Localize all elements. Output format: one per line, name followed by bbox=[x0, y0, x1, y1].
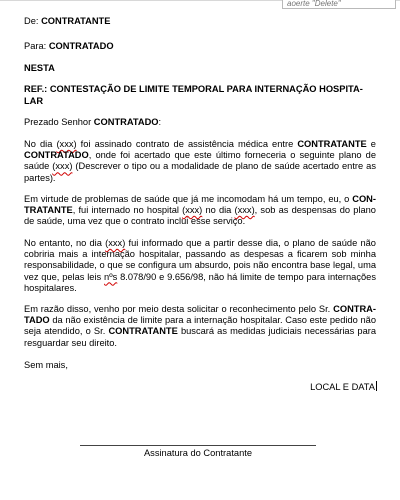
p3-text: 8.078/90 e 9.656/98, não há limite de tempo para internações hospitalares. bbox=[24, 271, 376, 293]
greeting-suffix: : bbox=[158, 117, 162, 127]
p2-text: Em virtude de problemas de saúde que já me incomodam há um tempo, eu, o bbox=[24, 194, 350, 204]
p1-party: CONTRATADO bbox=[24, 150, 89, 161]
p2-text: , fui internado no hospital bbox=[72, 205, 179, 216]
p2-party: CON-TRATANTE bbox=[24, 194, 376, 216]
p3-text: fui informado que a partir desse dia, o plano de saúde não cobriria mais a internação hospitalar, passando as despesas a ficarem sob minha responsabilidade, o que se configura um absurdo, pois não encontra base legal, uma vez que, pelas leis bbox=[24, 238, 376, 282]
paragraph-2 bbox=[24, 194, 376, 228]
p1-text: , onde foi acertado que este último forneceria o seguinte plano de saúde bbox=[24, 150, 376, 172]
closing: Sem mais, bbox=[24, 360, 68, 370]
p4-party: CONTRA-TADO bbox=[24, 304, 376, 326]
p4-party: CONTRATANTE bbox=[108, 326, 178, 337]
p4-text: buscará as medidas judiciais necessárias para resguardar seu direito. bbox=[24, 326, 376, 348]
recipient-label: Para: bbox=[24, 41, 47, 51]
p3-placeholder: nºs bbox=[104, 271, 118, 282]
p1-text: foi assinado contrato de assistência médica entre bbox=[80, 139, 294, 149]
p1-placeholder: (xxx) bbox=[56, 139, 77, 149]
place-and-date bbox=[280, 381, 377, 393]
p2-text: , sob as despensas do plano de saúde, uma vez que o contrato inclui esse serviço. bbox=[24, 205, 376, 227]
reference-label: REF.: bbox=[24, 84, 48, 94]
comment-balloon[interactable] bbox=[282, 0, 396, 9]
p1-party: CONTRATANTE bbox=[297, 139, 367, 149]
p2-placeholder: (xxx) bbox=[182, 205, 203, 216]
greeting-prefix: Prezado Senhor bbox=[24, 117, 92, 127]
p3-text: No entanto, no dia bbox=[24, 238, 102, 248]
paragraph-3 bbox=[24, 238, 376, 294]
greeting-name: CONTRATADO bbox=[93, 117, 159, 127]
text-cursor bbox=[376, 381, 377, 391]
reference-text-1: CONTESTAÇÃO DE LIMITE TEMPORAL PARA INTERNAÇÃO HOSPITA- bbox=[49, 84, 363, 94]
place-and-date-text: LOCAL E DATA bbox=[310, 382, 375, 392]
p1-text: (Descrever o tipo ou a modalidade de plano de saúde acertado entre as partes). bbox=[24, 161, 376, 183]
paragraph-1 bbox=[24, 139, 376, 184]
p2-text: no dia bbox=[205, 205, 232, 216]
nesta-line bbox=[24, 63, 55, 74]
greeting bbox=[24, 117, 161, 128]
p4-text: da não existência de limite para a internação hospitalar. Caso este pedido não seja atendido, o Sr. bbox=[24, 315, 376, 337]
signature-line bbox=[80, 445, 316, 446]
reference-text-2: LAR bbox=[24, 95, 44, 106]
nesta-label: NESTA bbox=[24, 63, 55, 73]
recipient-line bbox=[24, 41, 114, 52]
signature-label: Assinatura do Contratante bbox=[143, 448, 252, 458]
reference-heading bbox=[24, 84, 376, 107]
p3-placeholder: (xxx) bbox=[105, 238, 126, 248]
recipient-value: CONTRATADO bbox=[48, 41, 114, 51]
p4-text: Em razão disso, venho por meio desta solicitar o reconhecimento pelo Sr. bbox=[24, 304, 331, 314]
comment-text: aoerte "Delete" bbox=[287, 0, 341, 8]
sender-line bbox=[24, 16, 110, 27]
p1-placeholder: (xxx) bbox=[52, 161, 73, 172]
paragraph-4 bbox=[24, 304, 376, 349]
sender-value: CONTRATANTE bbox=[41, 16, 111, 26]
p1-text: e bbox=[370, 139, 376, 149]
p2-placeholder: (xxx) bbox=[234, 205, 255, 216]
sender-label: De: bbox=[24, 16, 39, 26]
p1-text: No dia bbox=[24, 139, 53, 149]
